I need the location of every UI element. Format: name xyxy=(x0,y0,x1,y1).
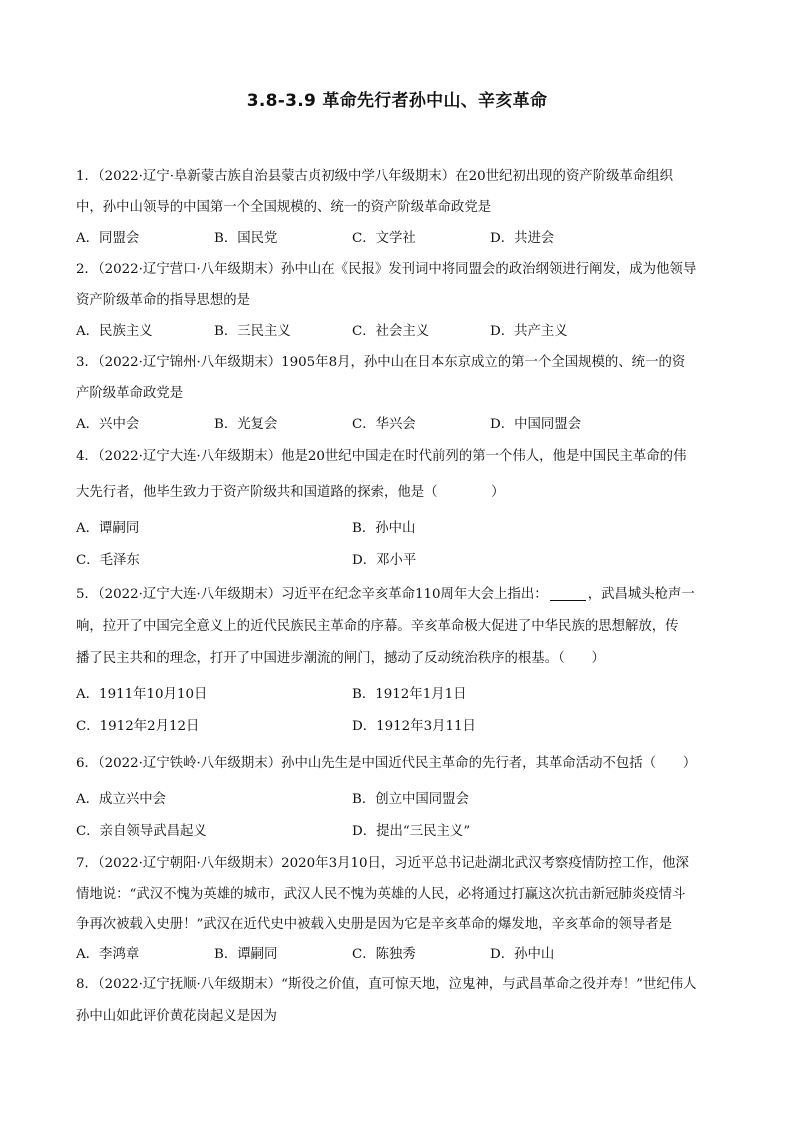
q2-line-1: 2．（2022·辽宁营口·八年级期末）孙中山在《民报》发刊词中将同盟会的政治纲领进行阐发，成为他领导 xyxy=(76,262,697,277)
q5-option-a[interactable]: A．1911年10月10日 xyxy=(76,687,208,702)
q3-option-a[interactable]: A．兴中会 xyxy=(76,417,140,432)
q5-line-1 xyxy=(76,586,695,604)
q7-line-3: 争再次被载入史册！”武汉在近代史中被载入史册是因为它是辛亥革命的爆发地，辛亥革命的领导者是 xyxy=(76,917,673,932)
q1-option-d[interactable]: D．共进会 xyxy=(490,231,555,246)
q7-line-2: 情地说：“武汉不愧为英雄的城市，武汉人民不愧为英雄的人民，必将通过打赢这次抗击新冠肺炎疫情斗 xyxy=(76,887,686,902)
q4-option-a[interactable]: A．谭嗣同 xyxy=(76,521,140,536)
q7-option-a[interactable]: A．李鸿章 xyxy=(76,947,140,962)
q7-option-d[interactable]: D．孙中山 xyxy=(490,947,555,962)
q2-option-a[interactable]: A．民族主义 xyxy=(76,324,153,339)
q5-line-1-end: ，武昌城头枪声一 xyxy=(587,587,695,602)
q4-option-c[interactable]: C．毛泽东 xyxy=(76,553,140,568)
q2-option-b[interactable]: B．三民主义 xyxy=(214,324,291,339)
q1-line-1: 1．（2022·辽宁·阜新蒙古族自治县蒙古贞初级中学八年级期末）在20世纪初出现的资产阶级革命组织 xyxy=(76,169,674,184)
q1-option-c[interactable]: C．文学社 xyxy=(352,231,416,246)
q4-line-1: 4．（2022·辽宁大连·八年级期末）他是20世纪中国走在时代前列的第一个伟人，他是中国民主革命的伟 xyxy=(76,449,687,464)
q2-line-2: 资产阶级革命的指导思想的是 xyxy=(76,293,251,308)
page-title: 3.8-3.9 革命先行者孙中山、辛亥革命 xyxy=(246,91,548,111)
q3-option-c[interactable]: C．华兴会 xyxy=(352,417,416,432)
q1-line-2: 中，孙中山领导的中国第一个全国规模的、统一的资产阶级革命政党是 xyxy=(76,200,492,215)
q6-option-a[interactable]: A．成立兴中会 xyxy=(76,792,167,807)
q4-option-d[interactable]: D．邓小平 xyxy=(352,553,417,568)
q3-option-d[interactable]: D．中国同盟会 xyxy=(490,417,582,432)
q8-line-1: 8．（2022·辽宁抚顺·八年级期末）“斯役之价值，直可惊天地，泣鬼神，与武昌革命之役并寿！”世纪伟人 xyxy=(76,977,697,992)
q1-option-a[interactable]: A．同盟会 xyxy=(76,231,140,246)
q7-option-b[interactable]: B．谭嗣同 xyxy=(214,947,278,962)
q3-line-2: 产阶级革命政党是 xyxy=(76,386,184,401)
q4-line-2: 大先行者，他毕生致力于资产阶级共和国道路的探索，他是（ ） xyxy=(76,485,505,500)
q2-option-d[interactable]: D．共产主义 xyxy=(490,324,568,339)
q1-option-b[interactable]: B．国民党 xyxy=(214,231,278,246)
q6-option-d[interactable]: D．提出“三民主义” xyxy=(352,824,471,839)
q2-option-c[interactable]: C．社会主义 xyxy=(352,324,430,339)
q3-line-1: 3．（2022·辽宁锦州·八年级期末）1905年8月，孙中山在日本东京成立的第一个全国规模的、统一的资 xyxy=(76,355,686,370)
q5-option-c[interactable]: C．1912年2月12日 xyxy=(76,719,200,734)
q5-line-2: 响，拉开了中国完全意义上的近代民族民主革命的序幕。辛亥革命极大促进了中华民族的思想解放，传 xyxy=(76,619,679,634)
q5-option-d[interactable]: D．1912年3月11日 xyxy=(352,719,476,734)
answer-blank[interactable] xyxy=(550,586,586,601)
q6-option-c[interactable]: C．亲自领导武昌起义 xyxy=(76,824,207,839)
q5-line-1-start: 5．（2022·辽宁大连·八年级期末）习近平在纪念辛亥革命110周年大会上指出： xyxy=(76,587,548,602)
q8-line-2: 孙中山如此评价黄花岗起义是因为 xyxy=(76,1009,277,1024)
q5-option-b[interactable]: B．1912年1月1日 xyxy=(352,687,467,702)
q3-option-b[interactable]: B．光复会 xyxy=(214,417,278,432)
q6-option-b[interactable]: B．创立中国同盟会 xyxy=(352,792,469,807)
q7-option-c[interactable]: C．陈独秀 xyxy=(352,947,416,962)
q5-line-3: 播了民主共和的理念，打开了中国进步潮流的闸门，撼动了反动统治秩序的根基。（ ） xyxy=(76,651,605,666)
q6-line-1: 6．（2022·辽宁铁岭·八年级期末）孙中山先生是中国近代民主革命的先行者，其革命活动不包括（ ） xyxy=(76,756,697,771)
q4-option-b[interactable]: B．孙中山 xyxy=(352,521,416,536)
q7-line-1: 7．（2022·辽宁朝阳·八年级期末）2020年3月10日，习近平总书记赴湖北武汉考察疫情防控工作，他深 xyxy=(76,856,689,871)
